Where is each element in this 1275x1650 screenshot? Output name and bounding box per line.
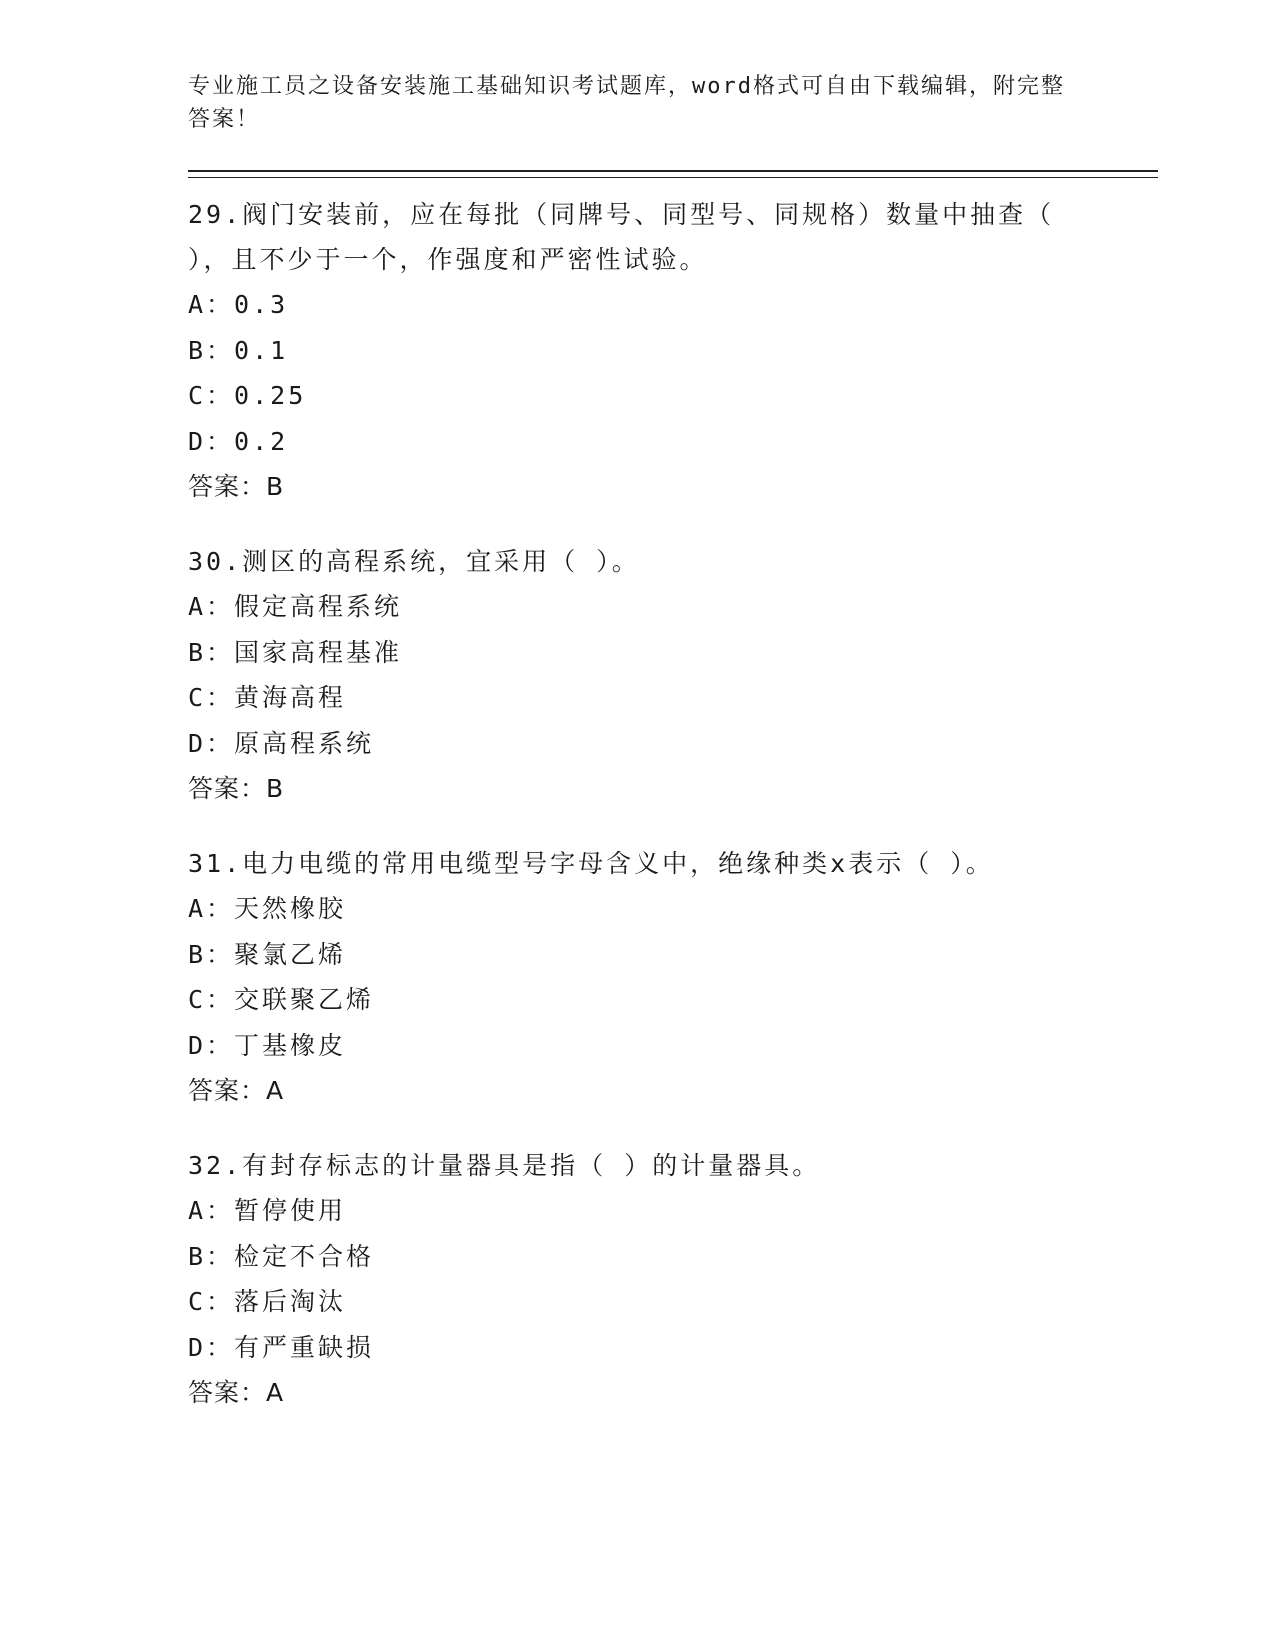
option-c: C：落后淘汰 bbox=[188, 1287, 347, 1316]
answer-line: 答案：B bbox=[188, 472, 285, 501]
option-c: C：黄海高程 bbox=[188, 683, 347, 712]
option-a: A：0.3 bbox=[188, 290, 289, 319]
question-stem: 31.电力电缆的常用电缆型号字母含义中，绝缘种类x表示（ ）。 bbox=[188, 849, 994, 878]
option-b: B：聚氯乙烯 bbox=[188, 939, 347, 969]
question-31 bbox=[188, 841, 1158, 1113]
document-page bbox=[188, 70, 1158, 1415]
question-stem: 32.有封存标志的计量器具是指（ ）的计量器具。 bbox=[188, 1151, 821, 1180]
option-a: A：天然橡胶 bbox=[188, 894, 347, 923]
header-divider bbox=[188, 170, 1158, 178]
question-stem: 30.测区的高程系统，宜采用（ ）。 bbox=[188, 547, 640, 576]
option-c: C：0.25 bbox=[188, 381, 307, 410]
option-d: D：0.2 bbox=[188, 426, 289, 456]
option-d: D：有严重缺损 bbox=[188, 1332, 375, 1362]
option-a: A：暂停使用 bbox=[188, 1196, 347, 1225]
option-b: B：0.1 bbox=[188, 335, 289, 365]
option-d: D：丁基橡皮 bbox=[188, 1030, 347, 1060]
question-32 bbox=[188, 1143, 1158, 1415]
answer-line: 答案：B bbox=[188, 774, 285, 803]
option-a: A：假定高程系统 bbox=[188, 592, 403, 621]
question-30 bbox=[188, 539, 1158, 811]
question-stem: 29.阀门安装前，应在每批（同牌号、同型号、同规格）数量中抽查（ ），且不少于一个，作强度和严密性试验。 bbox=[188, 200, 1055, 274]
option-d: D：原高程系统 bbox=[188, 728, 375, 758]
option-b: B：检定不合格 bbox=[188, 1241, 375, 1271]
question-29 bbox=[188, 192, 1158, 509]
answer-line: 答案：A bbox=[188, 1378, 285, 1407]
answer-line: 答案：A bbox=[188, 1076, 285, 1105]
option-b: B：国家高程基准 bbox=[188, 637, 403, 667]
document-header: 专业施工员之设备安装施工基础知识考试题库，word格式可自由下载编辑，附完整答案！ bbox=[188, 74, 1065, 132]
option-c: C：交联聚乙烯 bbox=[188, 985, 375, 1014]
